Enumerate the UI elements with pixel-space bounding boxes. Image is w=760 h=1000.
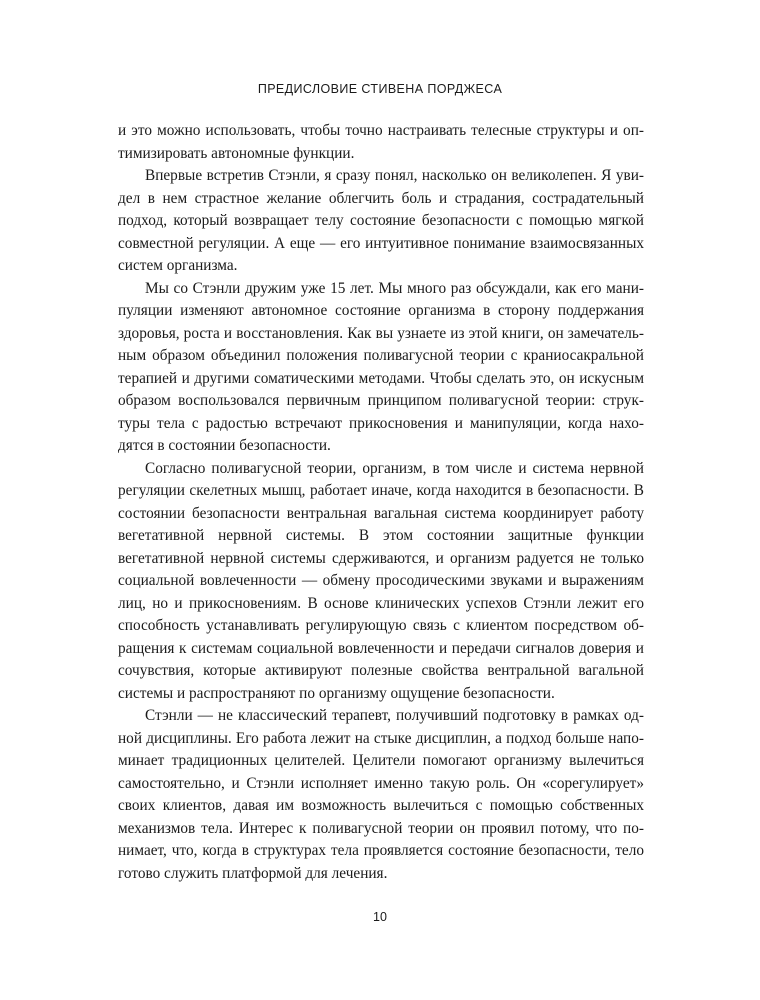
paragraph: Стэнли — не классический терапевт, получивший подготовку в рамках одной дисциплины. Его работа лежит на стыке дисциплин, а подход больше напоминает традиционных целителей. Целители помогают организму вылечиться самостоятельно, и Стэнли исполняет именно такую роль. Он «сорегулирует» своих клиентов, давая им возможность вылечиться с помощью собственных механизмов тела. Интерес к поливагусной теории он проявил потому, что понимает, что, когда в структурах тела проявляется состояние безопасности, тело готово служить платформой для лечения.	[118, 707, 644, 882]
running-header: ПРЕДИСЛОВИЕ СТИВЕНА ПОРДЖЕСА	[257, 82, 503, 96]
paragraph: Согласно поливагусной теории, организм, в том числе и система нервной регуляции скелетных мышц, работает иначе, когда находится в безопасности. В состоянии безопасности вентральная вагальная система координирует работу вегетативной нервной системы. В этом состоянии защитные функции вегетативной нервной системы сдерживаются, и организм радуется не только социальной вовлеченности — обмену просодическими звуками и выражениям лиц, но и прикосновениям. В основе клинических успехов Стэнли лежит его способность устанавливать регулирующую связь с клиентом посредством обращения к системам социальной вовлеченности и передачи сигналов доверия и сочувствия, которые активируют полезные свойства вентральной вагальной системы и распространяют по организму ощущение безопасности.	[118, 459, 644, 702]
paragraph: Впервые встретив Стэнли, я сразу понял, насколько он великолепен. Я увидел в нем страстное желание облегчить боль и страдания, сострадательный подход, который возвращает телу состояние безопасности с помощью мягкой совместной регуляции. А еще — его интуитивное понимание взаимосвязанных систем организма.	[118, 167, 644, 274]
page-number: 10	[373, 910, 387, 924]
body-text	[118, 120, 644, 885]
paragraph: Мы со Стэнли дружим уже 15 лет. Мы много раз обсуждали, как его манипуляции изменяют автономное состояние организма в сторону поддержания здоровья, роста и восстановления. Как вы узнаете из этой книги, он замечательным образом объединил положения поливагусной теории с краниосакральной терапией и другими соматическими методами. Чтобы сделать это, он искусным образом воспользовался первичным принципом поливагусной теории: структуры тела с радостью встречают прикосновения и манипуляции, когда находятся в состоянии безопасности.	[118, 279, 644, 454]
paragraph-continuation: и это можно использовать, чтобы точно настраивать телесные структуры и оптимизировать автономные функции.	[118, 122, 644, 162]
